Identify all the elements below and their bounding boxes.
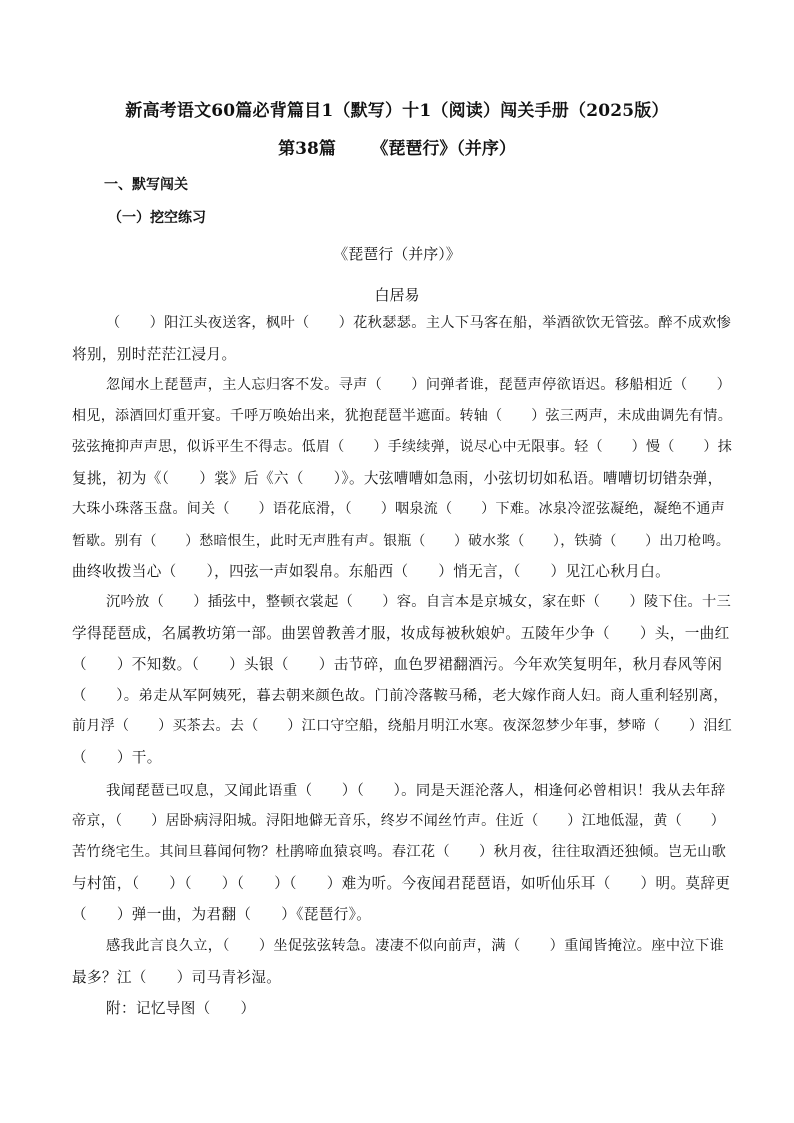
chapter-title [0, 134, 794, 159]
poem-line: 暂歇。别有（ ）愁暗恨生，此时无声胜有声。银瓶（ ）破水浆（ ），铁骑（ ）出刀枪鸣。 [72, 533, 730, 549]
poem-line: 与村笛，（ ）（ ）（ ）（ ）难为听。今夜闻君琵琶语，如听仙乐耳（ ）明。莫辞更 [72, 875, 731, 892]
page-title: 新高考语文60篇必背篇目1（默写）十1（阅读）闯关手册（2025版） [125, 101, 669, 121]
poem-line: 最多？江（ ）司马青衫湿。 [72, 969, 282, 986]
poem-line: （ ）弹一曲，为君翻（ ）《琵琶行》。 [72, 906, 372, 923]
subsection-heading: （一）挖空练习 [108, 210, 206, 226]
poem-line: 曲终收拨当心（ ），四弦一声如裂帛。东船西（ ）悄无言，（ ）见江心秋月白。 [72, 563, 671, 580]
poem-line: 帝京，（ ）居卧病浔阳城。浔阳地僻无音乐，终岁不闻丝竹声。住近（ ）江地低湿，黄（ ） [72, 813, 726, 829]
poem-line: （ ）阳江头夜送客，枫叶（ ）花秋瑟瑟。主人下马客在船，举酒欲饮无管弦。醉不成欢惨 [106, 315, 732, 331]
poem-line: 我闻琵琶已叹息，又闻此语重（ ）（ ）。同是天涯沦落人，相逢何必曾相识！我从去年辞 [106, 783, 726, 799]
poem-line: 将别，别时茫茫江浸月。 [72, 346, 237, 363]
chapter-number: 第38篇 [278, 139, 336, 159]
poem-line: （ ）不知数。（ ）头银（ ）击节碎，血色罗裙翻酒污。今年欢笑复明年，秋月春风等闲 [72, 656, 723, 673]
poem-line: 忽闻水上琵琶声，主人忘归客不发。寻声（ ）问弹者谁，琵琶声停欲语迟。移船相近（ ） [106, 377, 732, 393]
poem-line: 附：记忆导图（ ） [106, 1000, 256, 1017]
section-heading: 一、默写闯关 [104, 177, 188, 193]
poem-title: 《琵琶行（并序）》 [333, 245, 461, 263]
poem-line: （ ）。弟走从军阿姨死，暮去朝来颜色故。门前冷落鞍马稀，老大嫁作商人妇。商人重利轻别离， [72, 688, 729, 704]
poem-line: 弦弦掩抑声声思，似诉平生不得志。低眉（ ）手续续弹，说尽心中无限事。轻（ ）慢（ ）抹 [72, 439, 733, 455]
poem-line: （ ）干。 [72, 749, 162, 766]
poem-line: 相见，添酒回灯重开宴。千呼万唤始出来，犹抱琵琶半遮面。转轴（ ）弦三两声，未成曲调先有情。 [72, 408, 733, 424]
chapter-name: 《琵琶行》（并序） [371, 139, 516, 159]
poem-line: 学得琵琶成，名属教坊第一部。曲罢曾教善才服，妆成每被秋娘妒。五陵年少争（ ）头，一曲红 [72, 625, 730, 642]
poem-line: 复挑，初为《（ ）裳》后《六（ ）》。大弦嘈嘈如急雨，小弦切切如私语。嘈嘈切切错杂弹， [72, 470, 723, 487]
poem-line: 感我此言良久立，（ ）坐促弦弦转急。凄凄不似向前声，满（ ）重闻皆掩泣。座中泣下谁 [106, 938, 725, 954]
poem-line: 沉吟放（ ）插弦中，整顿衣裳起（ ）容。自言本是京城女，家在虾（ ）陵下住。十三 [106, 594, 732, 610]
poem-line: 大珠小珠落玉盘。间关（ ）语花底滑，（ ）咽泉流（ ）下难。冰泉冷涩弦凝绝，凝绝不通声 [72, 501, 726, 517]
poem-author: 白居易 [374, 286, 420, 304]
poem-line: 苦竹绕宅生。其间旦暮闻何物？杜鹃啼血猿哀鸣。春江花（ ）秋月夜，往往取酒还独倾。岂无山歌 [72, 844, 727, 860]
poem-line: 前月浮（ ）买茶去。去（ ）江口守空船，绕船月明江水寒。夜深忽梦少年事，梦啼（ ）泪红 [72, 718, 733, 734]
